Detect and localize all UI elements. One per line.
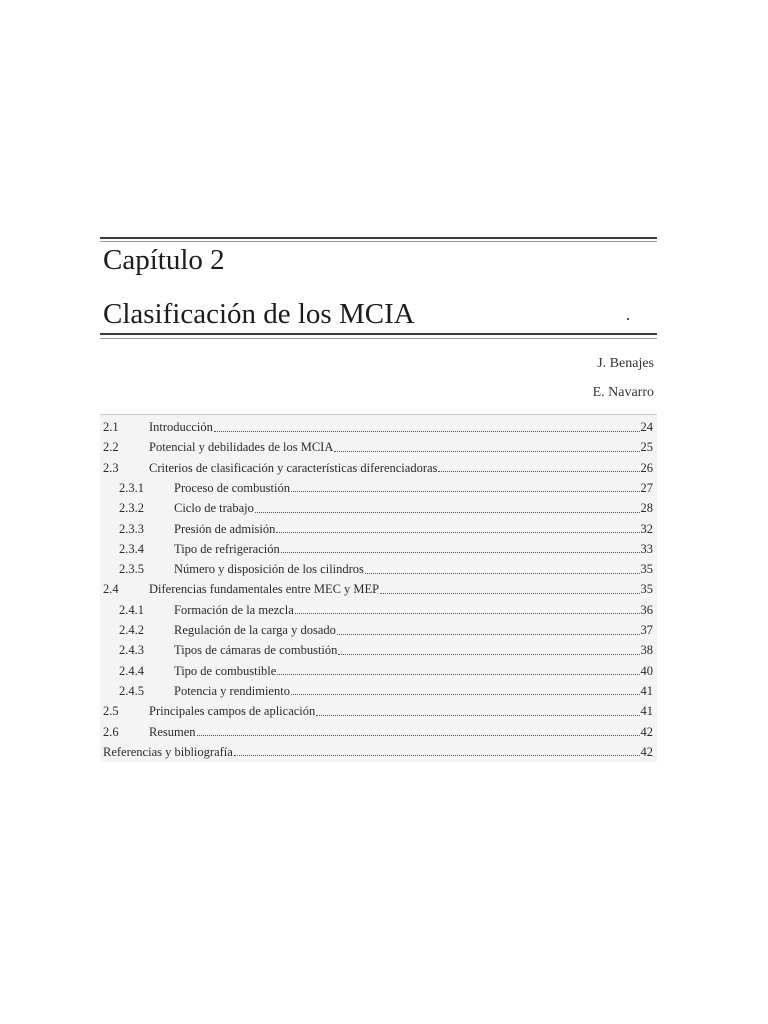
toc-dot-leader	[255, 512, 640, 513]
toc-section-number: 2.6	[103, 724, 119, 739]
toc-dot-leader	[338, 654, 639, 655]
toc-section-title: Referencias y bibliografía	[103, 744, 233, 759]
toc-entry	[100, 661, 653, 681]
toc-section-title: Principales campos de aplicación	[149, 704, 316, 719]
toc-dot-leader	[316, 715, 639, 716]
toc-dot-leader	[295, 613, 640, 614]
toc-dot-leader	[337, 634, 640, 635]
toc-entry	[100, 600, 653, 620]
toc-section-title: Número y disposición de los cilindros	[174, 562, 364, 577]
toc-page-number: 27	[640, 480, 653, 495]
toc-section-title: Ciclo de trabajo	[174, 501, 254, 516]
toc-entry	[100, 498, 653, 518]
toc-section-number: 2.4.3	[119, 643, 144, 658]
bottom-rule	[100, 333, 657, 335]
author-name: J. Benajes	[597, 356, 654, 371]
toc-section-number: 2.4.5	[119, 683, 144, 698]
toc-section-number: 2.3.3	[119, 521, 144, 536]
top-rule	[100, 237, 657, 239]
toc-section-title: Resumen	[149, 724, 196, 739]
toc-page-number: 32	[640, 521, 653, 536]
toc-entry	[100, 681, 653, 701]
chapter-title: Clasificación de los MCIA	[103, 298, 415, 330]
toc-page-number: 37	[640, 623, 653, 637]
toc-section-number: 2.3	[103, 460, 119, 475]
toc-dot-leader	[214, 431, 640, 432]
toc-entry	[100, 640, 653, 660]
toc-entry	[100, 539, 653, 559]
toc-section-title: Tipo de refrigeración	[174, 541, 280, 556]
toc-section-title: Proceso de combustión	[174, 480, 290, 495]
toc-page-number: 33	[640, 541, 653, 556]
toc-section-number: 2.3.2	[119, 501, 144, 516]
toc-dot-leader	[234, 755, 640, 756]
toc-dot-leader	[291, 491, 640, 492]
toc-entry	[100, 519, 653, 539]
toc-section-number: 2.4.4	[119, 663, 144, 678]
toc-entry	[100, 437, 653, 457]
toc-section-number: 2.3.5	[119, 562, 144, 577]
toc-entry	[100, 742, 653, 762]
toc-section-title: Presión de admisión	[174, 521, 276, 536]
toc-section-number: 2.3.4	[119, 541, 144, 556]
toc-entry	[100, 458, 653, 478]
toc-dot-leader	[197, 735, 640, 736]
toc-entry	[100, 478, 653, 498]
toc-dot-leader	[277, 674, 639, 675]
toc-page-number: 35	[640, 562, 653, 577]
chapter-number: Capítulo 2	[103, 244, 225, 276]
toc-dot-leader	[365, 573, 640, 574]
toc-entry	[100, 579, 653, 599]
toc-dot-leader	[281, 552, 640, 553]
toc-dot-leader	[291, 694, 640, 695]
toc-entry	[100, 722, 653, 742]
toc-page-number: 26	[640, 460, 653, 475]
toc-page-number: 28	[640, 501, 653, 516]
toc-page-number: 38	[640, 643, 653, 658]
toc-dot-leader	[276, 532, 639, 533]
toc-entry	[100, 701, 653, 721]
toc-page-number: 42	[640, 724, 653, 739]
toc-page-number: 25	[640, 440, 653, 455]
toc-section-title: Tipo de combustible	[174, 663, 277, 678]
toc-entry	[100, 417, 653, 437]
toc-page-number: 41	[640, 704, 653, 719]
toc-section-title: Formación de la mezcla	[174, 602, 294, 617]
toc-section-title: Potencia y rendimiento	[174, 683, 290, 698]
toc-section-title: Tipos de cámaras de combustión	[174, 643, 338, 658]
author-name: E. Navarro	[592, 385, 654, 400]
toc-entry	[100, 559, 653, 579]
toc-section-number: 2.3.1	[119, 480, 144, 495]
toc-section-number: 2.4	[103, 582, 119, 597]
toc-page-number: 35	[640, 582, 653, 597]
toc-section-number: 2.4.2	[119, 623, 144, 637]
toc-section-number: 2.4.1	[119, 602, 144, 617]
toc-section-title: Diferencias fundamentales entre MEC y MEP	[149, 582, 380, 597]
toc-section-number: 2.5	[103, 704, 119, 719]
toc-section-title: Potencial y debilidades de los MCIA	[149, 440, 334, 455]
toc-dot-leader	[380, 593, 639, 594]
toc-section-title: Regulación de la carga y dosado	[174, 623, 336, 637]
toc-page-number: 42	[640, 744, 653, 759]
toc-page-number: 40	[640, 663, 653, 678]
scan-speck	[627, 318, 629, 320]
toc-section-title: Introducción	[149, 420, 213, 434]
toc-entry	[100, 620, 653, 640]
toc-page-number: 24	[640, 420, 653, 434]
toc-page-number: 41	[640, 683, 653, 698]
toc-section-title: Criterios de clasificación y características diferenciadoras	[149, 460, 438, 475]
bottom-rule-thin	[100, 338, 657, 339]
toc-dot-leader	[334, 451, 639, 452]
table-of-contents	[100, 414, 657, 762]
toc-section-number: 2.1	[103, 420, 119, 434]
toc-page-number: 36	[640, 602, 653, 617]
toc-dot-leader	[438, 471, 639, 472]
toc-section-number: 2.2	[103, 440, 119, 455]
